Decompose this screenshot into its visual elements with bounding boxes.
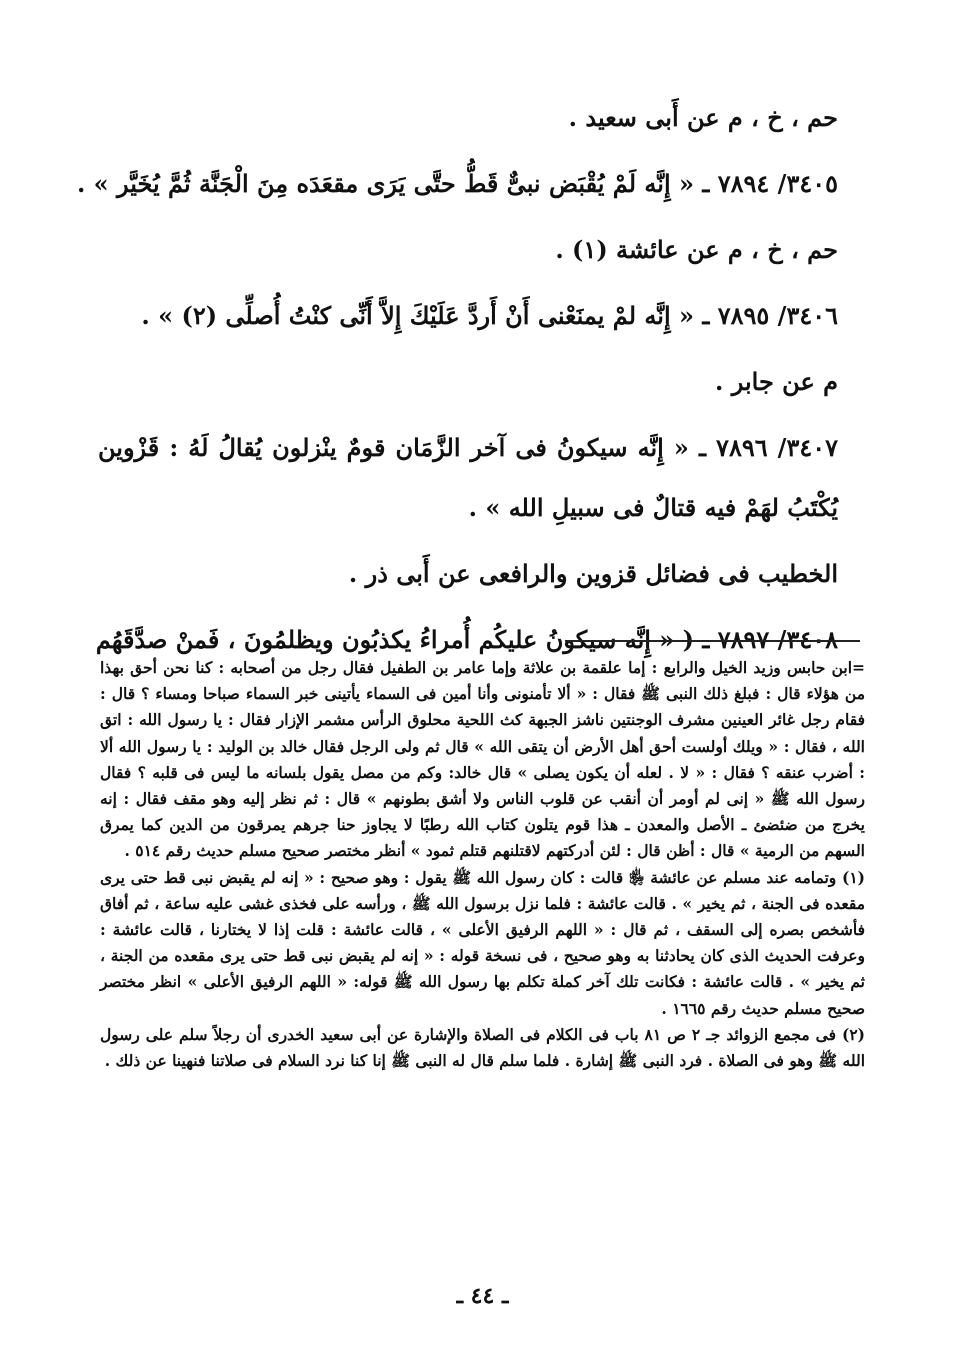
hadith-7896: ٣٤٠٧/ ٧٨٩٦ ـ « إِنَّه سيكونُ فى آخر الزَّمَان قومٌ ينْزلون يُقالُ لَهُ : قَزْوين يُكْتَبُ لهَمْ فيه قتالٌ فى سبيلِ الله » . (98, 433, 839, 522)
source-line-abu-said: حم ، خ ، م عن أَبى سعيد . (568, 103, 838, 132)
hadith-7894: ٣٤٠٥/ ٧٨٩٤ ـ « إِنَّه لَمْ يُقْبَض نبىٌّ قَطُّ حتَّى يَرَى مقعَدَه مِنَ الْجَنَّة ثُمَّ يُخَيَّر » . (76, 169, 838, 198)
hadith-text-block (76, 88, 839, 676)
hadith-7895: ٣٤٠٦/ ٧٨٩٥ ـ « إِنَّه لمْ يمنَعْنى أَنْ أَردَّ عَلَيْكَ إِلاَّ أَنِّى كنْتُ أُصلِّى (٢) » . (141, 301, 838, 330)
footnote-2: (٢) فى مجمع الزوائد جـ ٢ ص ٨١ باب فى الكلام فى الصلاة والإشارة عن أبى سعيد الخدرى أن رجلاً سلم على رسول الله ﷺ وهو فى الصلاة . فرد النبى ﷺ إشارة . فلما سلم قال له النبى ﷺ إنا كنا نرد السلام فى صلاتنا فنهينا عن ذلك . (100, 1024, 865, 1071)
hadith-7897: ٣٤٠٨/ ٧٨٩٧ ـ ( « إِنَّه سيكونُ عليكُم أُمراءُ يكذبُون ويظلمُونَ ، فَمنْ صدَّقَهُم (95, 625, 838, 654)
footnotes-block (100, 655, 865, 1074)
source-line-aisha: حم ، خ ، م عن عائشة (١) . (555, 235, 838, 264)
footnote-1: (١) وتمامه عند مسلم عن عائشة ﵂ قالت : كان رسول الله ﷺ يقول : وهو صحيح : « إنه لم يقبض نبى قط حتى يرى مقعده فى الجنة ، ثم يخير » . قالت عائشة : فلما نزل برسول الله ﷺ ، ورأسه على فخذى غشى عليه ساعة ، ثم أفاق فأشخص بصره إلى السقف ، ثم قال : « اللهم الرفيق الأعلى » ، قالت عائشة : قلت إذا لا يختارنا ، قالت عائشة : وعرفت الحديث الذى كان يحادثنا به وهو صحيح ، فى نسخة قوله : « إنه لم يقبض نبى قط حتى يرى مقعده من الجنة ، ثم يخير » . قالت عائشة : فكانت تلك آخر كملة تكلم بها رسول الله ﷺ قوله: « اللهم الرفيق الأعلى » انظر مختصر صحيح مسلم حديث رقم ١٦٦٥ . (100, 867, 865, 1018)
source-line-khatib: الخطيب فى فضائل قزوين والرافعى عن أَبى ذر . (348, 559, 838, 588)
footnote-separator (565, 640, 860, 642)
source-line-jabir: م عن جابر . (715, 367, 838, 396)
page-number: ـ ٤٤ ـ (456, 1283, 509, 1309)
footnote-continuation: =ابن حابس وزيد الخيل والرابع : إما علقمة بن علاثة وإما عامر بن الطفيل فقال رجل من أصحابه : كنا نحن أحق بهذا من هؤلاء قال : فبلغ ذلك النبى ﷺ فقال : « ألا تأمنونى وأنا أمين فى السماء يأتينى خبر السماء صباحا ومساء ؟ قال : فقام رجل غائر العينين مشرف الوجنتين ناشز الجبهة كث اللحية محلوق الرأس مشمر الإزار فقال : يا رسول الله : اتق الله ، فقال : « ويلك أولست أحق أهل الأرض أن يتقى الله » قال ثم ولى الرجل فقال خالد بن الوليد : يا رسول الله ألا : أضرب عنقه ؟ فقال : « لا . لعله أن يكون يصلى » قال خالد: وكم من مصل يقول بلسانه ما ليس فى قلبه ؟ فقال رسول الله ﷺ « إنى لم أومر أن أنقب عن قلوب الناس ولا أشق بطونهم » قال : ثم نظر إليه وهو مقف فقال : إنه يخرج من ضئضئ ـ الأصل والمعدن ـ هذا قوم يتلون كتاب الله رطبًا لا يجاوز حنا جرهم يمرقون من الدين كما يمرق السهم من الرمية » قال : أظن قال : لئن أدركتهم لاقتلنهم قتلم ثمود » أنظر مختصر صحيح مسلم حديث رقم ٥١٤ . (100, 658, 865, 861)
